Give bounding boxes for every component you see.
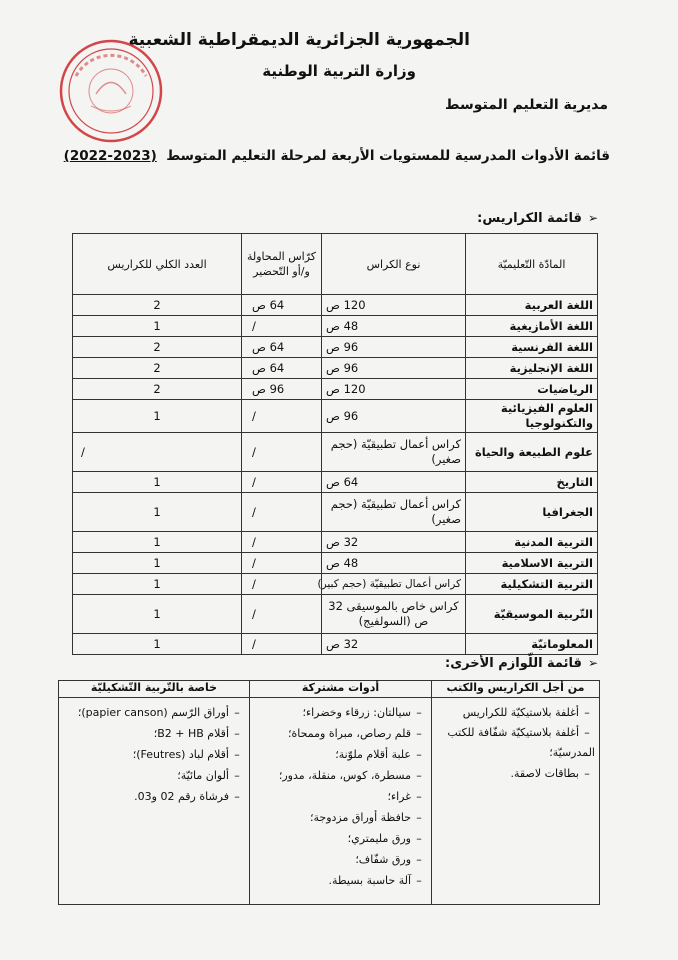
type-cell: كراس أعمال تطبيقيّة (حجم كبير) [322,574,466,595]
trial-cell: / [242,472,322,493]
list-item: –حافظة أوراق مزدوجة؛ [310,811,422,824]
list-item: –بطاقات لاصقة. [510,767,590,780]
col-subject: المادّة التّعليميّة [466,234,598,295]
list-item: –فرشاة رقم 02 و03. [134,790,240,803]
type-cell: كراس خاص بالموسيقى 32 ص (السولفيج) [322,595,466,634]
official-stamp-icon [56,36,166,146]
trial-cell: 64 ص [242,337,322,358]
total-cell: 1 [73,595,242,634]
list-item: –ورق شفّاف؛ [355,853,422,866]
col-common-tools: أدوات مشتركة [250,681,432,698]
table-row [73,295,598,316]
table-row [73,337,598,358]
list-item: –أقلام لباد (Feutres)؛ [132,748,240,761]
trial-cell: 96 ص [242,379,322,400]
school-year: (2023-2022) [63,148,157,164]
list-item: –مسطرة، كوس، منقلة، مدور؛ [278,769,422,782]
table-row [73,532,598,553]
table-row [73,400,598,433]
type-cell: 96 ص [322,337,466,358]
list-item: –سيالتان: زرقاء وخضراء؛ [302,706,422,719]
trial-cell: / [242,634,322,655]
notebooks-section-label: قائمة الكراريس: [477,211,582,226]
arrow-icon: ➢ [587,656,598,670]
type-cell: 32 ص [322,634,466,655]
total-cell: 1 [73,493,242,532]
table-row [73,595,598,634]
col-total: العدد الكلي للكراريس [73,234,242,295]
list-item: –أغلفة بلاستيكيّة للكراريس [462,706,590,719]
art-supplies-cell [59,698,250,905]
trial-cell: 64 ص [242,295,322,316]
subject-cell: الرياضيات [466,379,598,400]
trial-cell: / [242,400,322,433]
type-cell: 120 ص [322,379,466,400]
supplies-section-heading [445,656,598,671]
list-item: –قلم رصاص، مبراة وممحاة؛ [288,727,422,740]
subject-cell: اللغة الأمازيغية [466,316,598,337]
republic-name: الجمهورية الجزائرية الديمقراطية الشعبية [128,30,470,50]
subject-cell: التربية الاسلامية [466,553,598,574]
common-tools-cell [250,698,432,905]
total-cell: 2 [73,295,242,316]
trial-cell: / [242,493,322,532]
arrow-icon: ➢ [587,211,598,225]
list-item: –آلة حاسبة بسيطة. [328,874,422,887]
notebooks-table [72,233,598,655]
subject-cell: التّربية الموسيقيّة [466,595,598,634]
list-item: –غراء؛ [387,790,422,803]
supplies-table [58,680,600,905]
total-cell: 1 [73,553,242,574]
document-title [64,148,610,164]
total-cell: 2 [73,337,242,358]
total-cell: / [73,433,242,472]
list-item: –ورق مليمتري؛ [347,832,422,845]
trial-cell: / [242,532,322,553]
subject-cell: المعلوماتيّة [466,634,598,655]
subject-cell: اللغة العربية [466,295,598,316]
list-item: –علبة أقلام ملوّنة؛ [335,748,422,761]
table-row [73,634,598,655]
table-row [73,433,598,472]
total-cell: 1 [73,634,242,655]
total-cell: 1 [73,316,242,337]
subject-cell: التربية التشكيلية [466,574,598,595]
col-art-supplies: خاصة بالتّربية التّشكيليّة [59,681,250,698]
trial-cell: / [242,316,322,337]
subject-cell: التاريخ [466,472,598,493]
table-row [73,493,598,532]
list-item: –أقلام B2 + HB؛ [153,727,240,740]
trial-cell: / [242,595,322,634]
type-cell: 120 ص [322,295,466,316]
ministry-name: وزارة التربية الوطنية [262,62,416,80]
type-cell: 64 ص [322,472,466,493]
list-item: –أوراق الرّسم (papier canson)؛ [77,706,240,719]
directorate-name: مديرية التعليم المتوسط [445,97,608,113]
table-row [73,553,598,574]
table-row [73,574,598,595]
table-row [73,358,598,379]
trial-cell: 64 ص [242,358,322,379]
subject-cell: اللغة الفرنسية [466,337,598,358]
type-cell: كراس أعمال تطبيقيّة (حجم صغير) [322,433,466,472]
subject-cell: الجغرافيا [466,493,598,532]
type-cell: كراس أعمال تطبيقيّة (حجم صغير) [322,493,466,532]
total-cell: 1 [73,400,242,433]
list-item: –ألوان مائيّة؛ [177,769,240,782]
col-trial-notebook: كرّاس المحاولة و/أو التّحضير [242,234,322,295]
total-cell: 1 [73,574,242,595]
type-cell: 32 ص [322,532,466,553]
notebooks-books-cell [432,698,600,905]
col-notebook-type: نوع الكراس [322,234,466,295]
list-item: –أغلفة بلاستيكيّة شفّافة للكتب المدرسيّة؛ [447,726,595,759]
type-cell: 96 ص [322,358,466,379]
subject-cell: اللغة الإنجليزية [466,358,598,379]
type-cell: 48 ص [322,316,466,337]
supplies-section-label: قائمة اللّوازم الأخرى: [445,656,582,671]
table-row [73,316,598,337]
col-notebooks-books: من أجل الكراريس والكتب [432,681,600,698]
trial-cell: / [242,553,322,574]
total-cell: 2 [73,379,242,400]
subject-cell: العلوم الفيزيائية والتكنولوجيا [466,400,598,433]
subject-cell: التربية المدنية [466,532,598,553]
notebooks-section-heading [477,211,598,226]
trial-cell: / [242,433,322,472]
subject-cell: علوم الطبيعة والحياة [466,433,598,472]
trial-cell: / [242,574,322,595]
table-row [73,472,598,493]
total-cell: 1 [73,532,242,553]
type-cell: 48 ص [322,553,466,574]
title-text: قائمة الأدوات المدرسية للمستويات الأربعة لمرحلة التعليم المتوسط [166,148,610,164]
table-row [73,379,598,400]
type-cell: 96 ص [322,400,466,433]
total-cell: 2 [73,358,242,379]
total-cell: 1 [73,472,242,493]
